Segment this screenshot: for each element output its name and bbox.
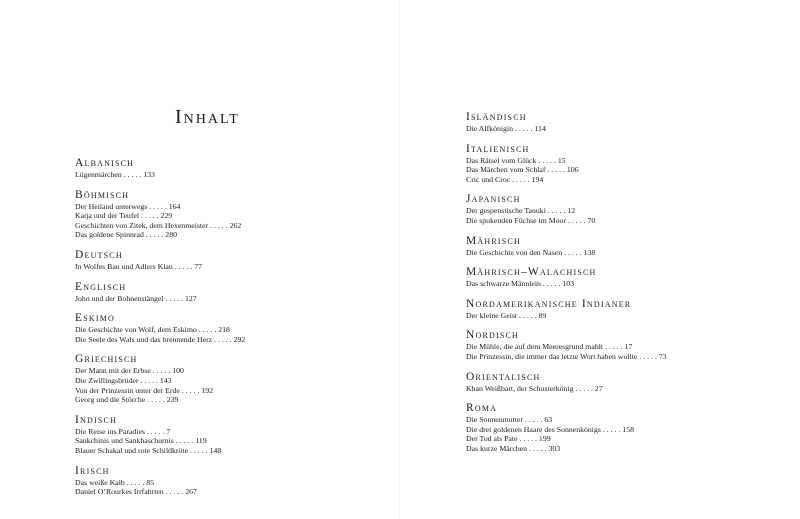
section-heading: Roma: [466, 402, 498, 415]
section-heading: Nordisch: [466, 329, 520, 342]
section-heading: Englisch: [75, 280, 127, 293]
section-heading: Böhmisch: [75, 188, 130, 201]
toc-section: [466, 297, 786, 321]
right-page: [400, 0, 800, 519]
toc-entry: Die drei goldenen Haare des Sonnenkönigs . . . . . 158: [466, 424, 635, 434]
toc-entry: Georg und die Störche . . . . . 239: [75, 395, 179, 405]
toc-section: [466, 265, 786, 289]
toc-entry: Blauer Schakal und rote Schildkröte . . . . . 148: [75, 445, 222, 455]
toc-entry: Die Zwillingsbrüder . . . . . 143: [75, 375, 172, 385]
toc-entry: Katja und der Teufel . . . . . 229: [75, 211, 173, 221]
toc-entry: Das kurze Märchen . . . . . 303: [466, 443, 561, 453]
toc-entry: Die Geschichte von Wolf, dem Eskimo . . . . . 218: [75, 325, 230, 335]
section-heading: Japanisch: [466, 193, 521, 206]
section-heading: Mährisch–Walachisch: [466, 266, 597, 279]
toc-entry: Von der Prinzessin unter der Erde . . . . . 192: [75, 385, 214, 395]
toc-entry: Daniel O’Rourkes Irrfahrten . . . . . 267: [75, 487, 197, 497]
toc-entry: Die Mühle, die auf dem Meeresgrund mahlt . . . . . 17: [466, 342, 633, 352]
toc-section: [466, 370, 786, 394]
toc-entry: Die Alfkönigin . . . . . 114: [466, 124, 546, 133]
toc-entry: Der kleine Geist . . . . . 89: [466, 310, 547, 320]
section-heading: Griechisch: [75, 353, 138, 366]
toc-entry: Cric und Croc . . . . . 194: [466, 174, 544, 184]
toc-section: [75, 156, 395, 180]
toc-entry: Khan Weißbart, der Schusterkönig . . . . . 27: [466, 383, 603, 393]
toc-section: [75, 413, 395, 456]
section-heading: Indisch: [75, 413, 118, 426]
toc-entry: Das weiße Kalb . . . . . 85: [75, 477, 155, 487]
toc-section: [75, 280, 395, 304]
toc-entry: Die Prinzessin, die immer das letzte Wort haben wollte . . . . . 73: [466, 351, 667, 361]
toc-entry: Die spukenden Füchse im Moor . . . . . 70: [466, 215, 596, 225]
toc-entry: Das schwarze Männlein . . . . . 103: [466, 279, 575, 289]
toc-section: [75, 311, 395, 344]
toc-section: [75, 188, 395, 240]
toc-entry: Sankchinis und Sankhaschurnis . . . . . 119: [75, 436, 207, 446]
toc-entry: Das goldene Spinnrad . . . . . 280: [75, 230, 177, 240]
page-title: Inhalt: [175, 106, 240, 128]
section-heading: Albanisch: [75, 157, 135, 169]
toc-entry: Der Heiland unterwegs . . . . . 164: [75, 201, 181, 211]
toc-entry: Der Tod als Pate . . . . . 199: [466, 434, 551, 444]
section-heading: Italienisch: [466, 142, 530, 155]
toc-section: [466, 192, 786, 225]
toc-entry: Die Reise ins Paradies . . . . . 7: [75, 426, 171, 436]
toc-entry: Die Sonnenmutter . . . . . 63: [466, 415, 553, 425]
toc-entry: Der gespenstische Tanuki . . . . . 12: [466, 206, 576, 216]
toc-right-column: [466, 110, 786, 462]
toc-section: [466, 142, 786, 185]
section-heading: Mährisch: [466, 234, 521, 247]
toc-entry: In Wolfes Bau und Adlers Klau . . . . . 77: [75, 261, 202, 271]
section-heading: Isländisch: [466, 111, 527, 123]
toc-entry: John und der Bohnenstängel . . . . . 127: [75, 293, 197, 303]
section-heading: Irisch: [75, 464, 110, 477]
toc-left-column: [75, 156, 395, 505]
toc-entry: Lügenmärchen . . . . . 133: [75, 170, 155, 179]
toc-section: [75, 352, 395, 404]
toc-entry: Die Geschichte von den Nasen . . . . . 138: [466, 247, 596, 257]
toc-entry: Der Mann mit der Erbse . . . . . 100: [75, 366, 184, 376]
toc-section: [466, 401, 786, 453]
toc-section: [75, 464, 395, 497]
toc-entry: Das Rätsel vom Glück . . . . . 15: [466, 155, 566, 165]
toc-section: [466, 110, 786, 134]
section-heading: Eskimo: [75, 312, 116, 325]
toc-section: [466, 234, 786, 258]
section-heading: Orientalisch: [466, 370, 541, 383]
toc-entry: Das Märchen vom Schlaf . . . . . 106: [466, 165, 579, 175]
toc-entry: Die Seele des Wals und das brennende Herz . . . . . 292: [75, 334, 246, 344]
section-heading: Deutsch: [75, 248, 123, 261]
section-heading: Nordamerikanische Indianer: [466, 297, 632, 310]
toc-section: [75, 248, 395, 272]
toc-entry: Geschichten von Zitek, dem Hexenmeister . . . . . 262: [75, 220, 242, 230]
toc-section: [466, 328, 786, 361]
